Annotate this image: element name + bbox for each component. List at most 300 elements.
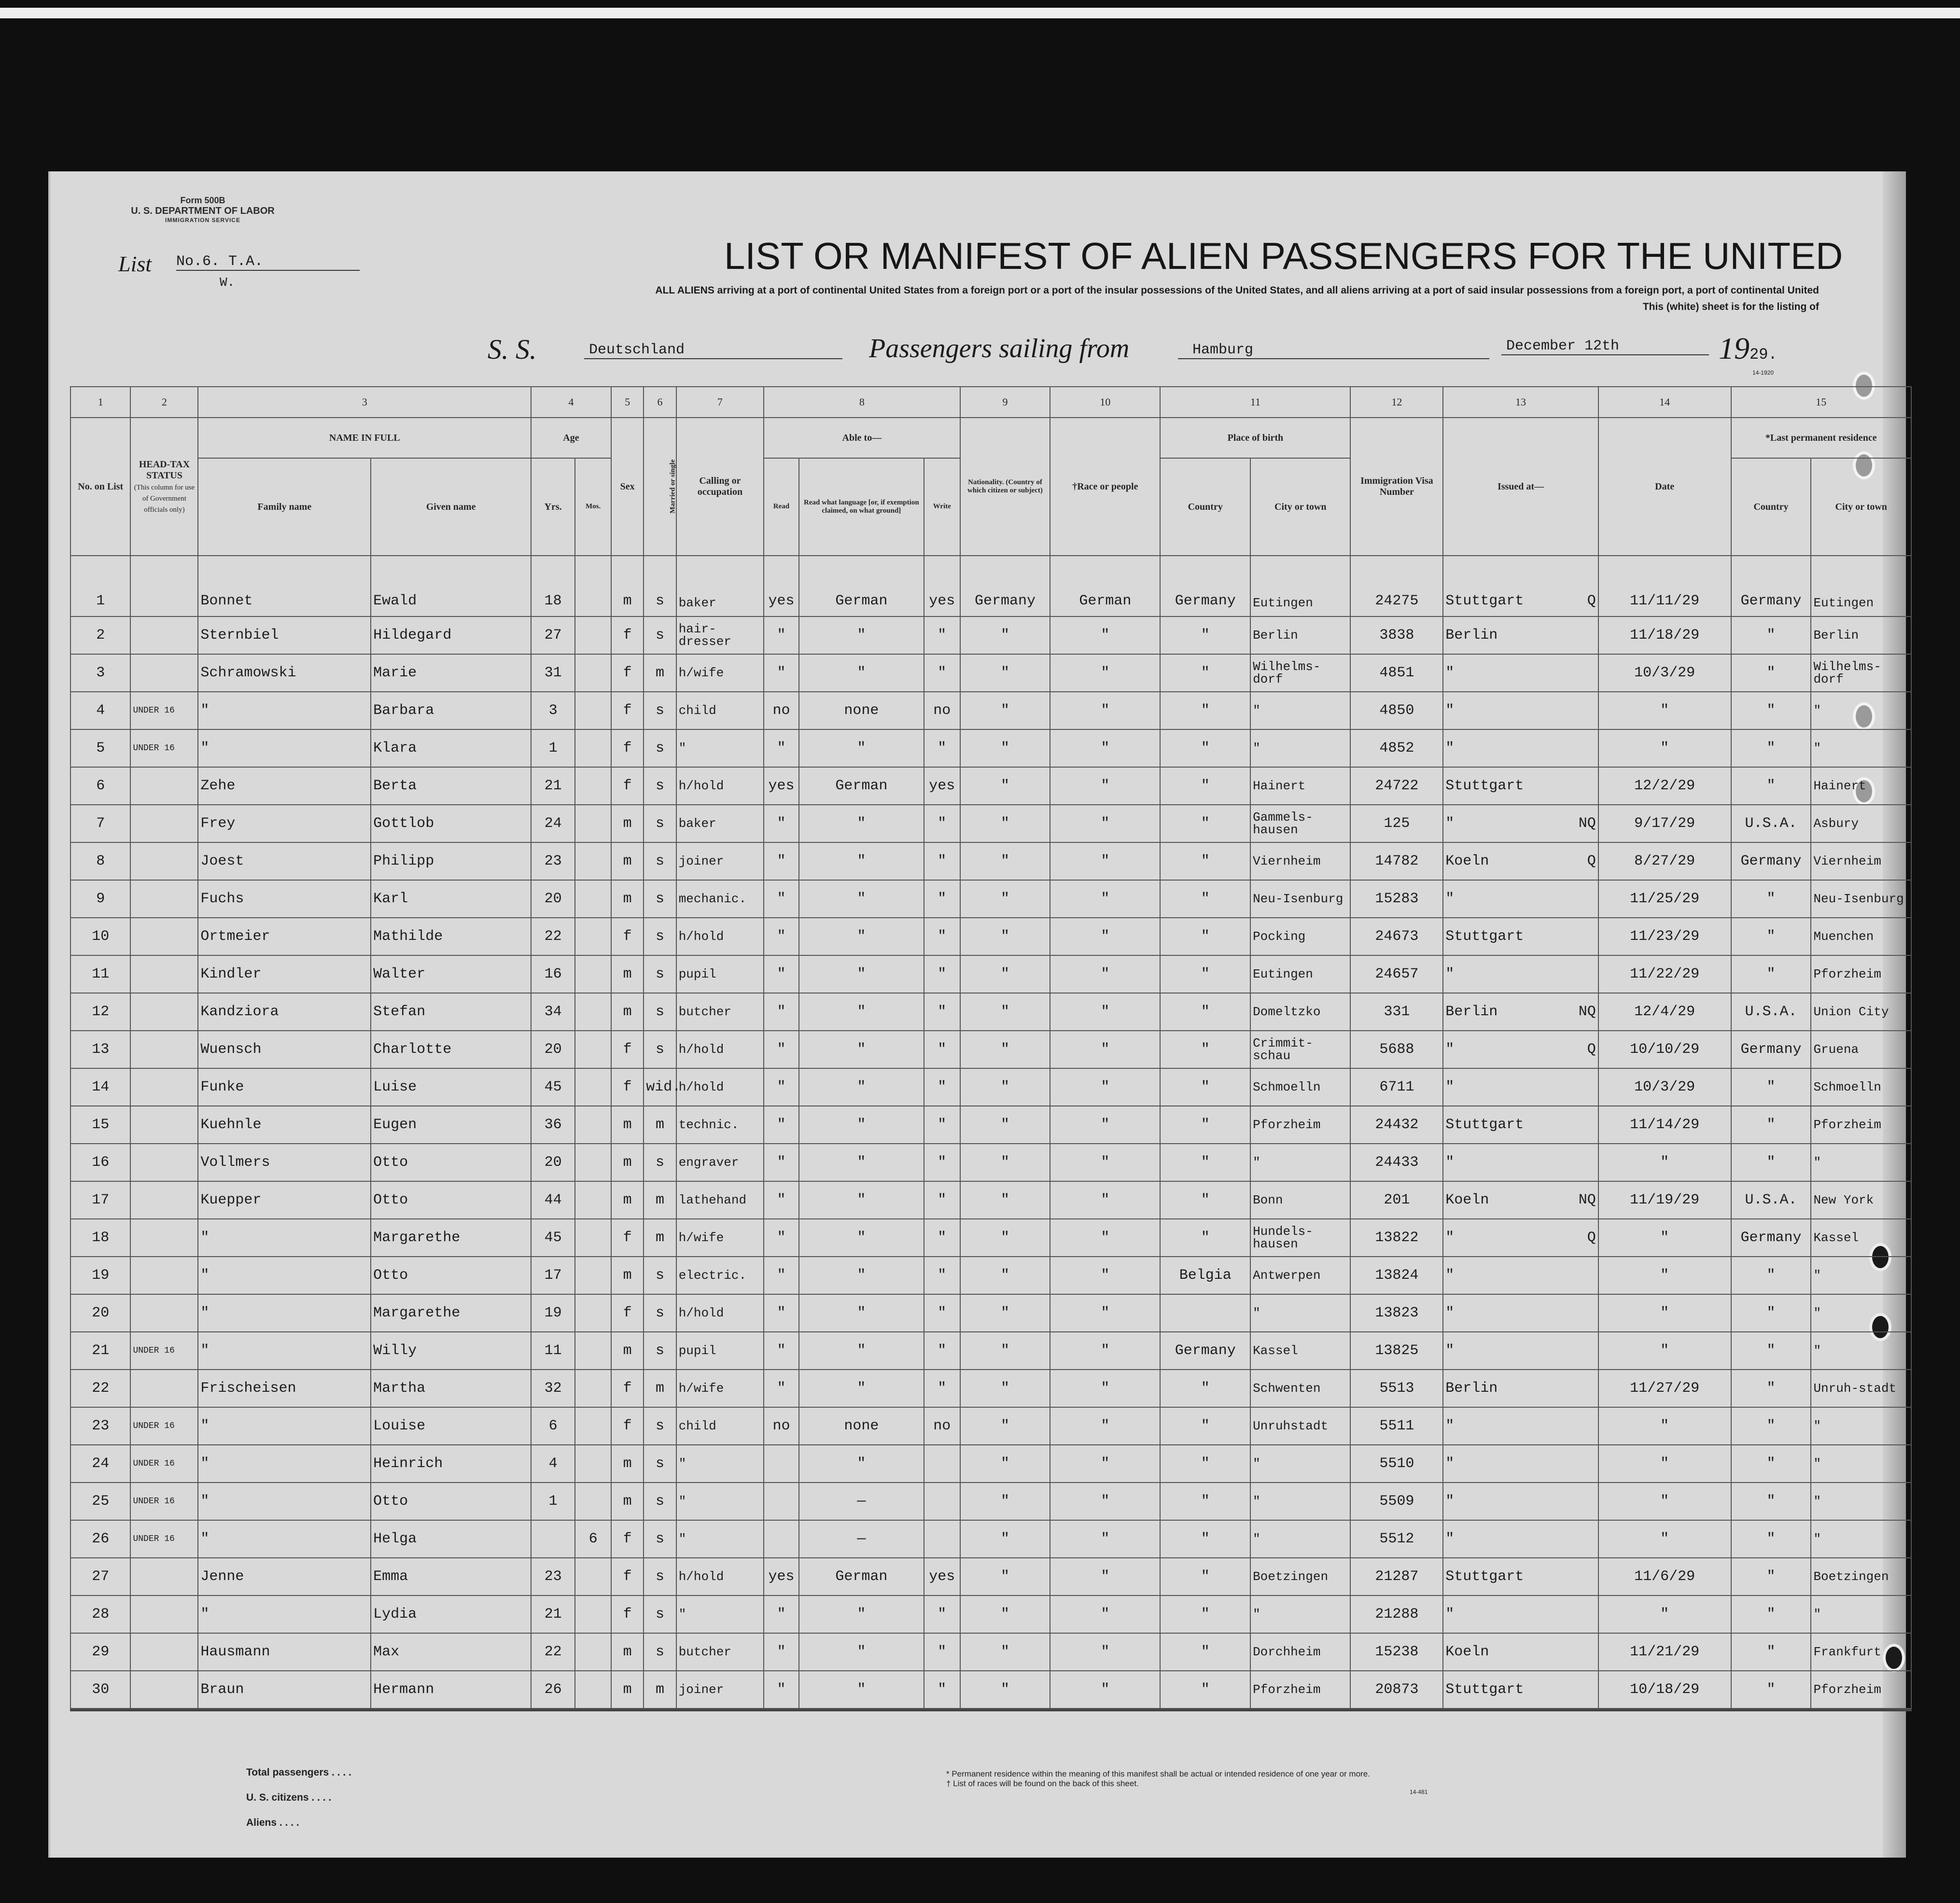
occupation: joiner	[676, 842, 764, 880]
birth-country: "	[1160, 1595, 1250, 1633]
read-language: German	[799, 767, 924, 805]
family-name: Ortmeier	[198, 918, 371, 955]
age-years: 26	[531, 1671, 575, 1708]
ss-label: S. S.	[488, 334, 537, 365]
marital-status: s	[644, 1558, 676, 1595]
residence-city: "	[1811, 1520, 1911, 1558]
occupation: pupil	[676, 1332, 764, 1370]
given-name: Barbara	[371, 692, 531, 729]
table-row	[70, 918, 1911, 955]
issued-at	[1443, 1181, 1598, 1219]
race: "	[1050, 1407, 1160, 1445]
age-months	[575, 654, 611, 692]
family-name: Fuchs	[198, 880, 371, 918]
birth-city: Bonn	[1250, 1181, 1350, 1219]
visa-number: 13824	[1350, 1257, 1443, 1294]
issued-at	[1443, 1595, 1598, 1633]
residence-country: "	[1731, 616, 1811, 654]
occupation: hair-dresser	[676, 616, 764, 654]
visa-number: 24722	[1350, 767, 1443, 805]
birth-city: "	[1250, 692, 1350, 729]
issued-city: Stuttgart	[1445, 928, 1524, 945]
birth-country: "	[1160, 1181, 1250, 1219]
visa-number: 5513	[1350, 1370, 1443, 1407]
visa-date: "	[1598, 729, 1731, 767]
marital-status: wid.	[644, 1068, 676, 1106]
issued-city: "	[1445, 966, 1455, 982]
can-read: "	[764, 1294, 799, 1332]
race: "	[1050, 918, 1160, 955]
issued-city: Koeln	[1445, 853, 1489, 869]
birth-country: "	[1160, 1671, 1250, 1708]
birth-city: Boetzingen	[1250, 1558, 1350, 1595]
family-name: Kuehnle	[198, 1106, 371, 1144]
row-number: 19	[70, 1257, 130, 1294]
age-years: 21	[531, 767, 575, 805]
issued-city: "	[1445, 1531, 1455, 1547]
head-tax-status	[130, 556, 198, 616]
occupation: h/hold	[676, 767, 764, 805]
head-tax-status	[130, 654, 198, 692]
given-name: Marie	[371, 654, 531, 692]
can-write: "	[924, 1595, 960, 1633]
read-language: "	[799, 616, 924, 654]
given-name: Otto	[371, 1144, 531, 1181]
visa-number: 20873	[1350, 1671, 1443, 1708]
birth-country: "	[1160, 1520, 1250, 1558]
age-months	[575, 842, 611, 880]
footnotes	[946, 1769, 1428, 1795]
visa-number: 24275	[1350, 556, 1443, 616]
table-row	[70, 1068, 1911, 1106]
header-row-1	[70, 418, 1911, 458]
given-name: Louise	[371, 1407, 531, 1445]
marital-status: s	[644, 805, 676, 842]
issued-at	[1443, 1068, 1598, 1106]
age-years: 20	[531, 1144, 575, 1181]
residence-country: "	[1731, 1671, 1811, 1708]
issued-at	[1443, 1332, 1598, 1370]
residence-city: "	[1811, 1445, 1911, 1483]
age-years: 16	[531, 955, 575, 993]
birth-country: "	[1160, 1106, 1250, 1144]
can-read: no	[764, 1407, 799, 1445]
can-write: "	[924, 993, 960, 1031]
race: "	[1050, 729, 1160, 767]
visa-date: 11/21/29	[1598, 1633, 1731, 1671]
head-tax-status: UNDER 16	[130, 1407, 198, 1445]
colnum: 15	[1731, 387, 1911, 418]
row-number: 18	[70, 1219, 130, 1257]
marital-status: s	[644, 1031, 676, 1068]
family-name: "	[198, 1520, 371, 1558]
birth-city: Eutingen	[1250, 955, 1350, 993]
age-years: 17	[531, 1257, 575, 1294]
family-name: "	[198, 1595, 371, 1633]
occupation: h/hold	[676, 1068, 764, 1106]
birth-city: "	[1250, 1445, 1350, 1483]
can-read: yes	[764, 1558, 799, 1595]
nationality: "	[960, 918, 1050, 955]
visa-date: 10/3/29	[1598, 1068, 1731, 1106]
row-number: 9	[70, 880, 130, 918]
residence-country: Germany	[1731, 556, 1811, 616]
head-tax-status	[130, 805, 198, 842]
family-name: Zehe	[198, 767, 371, 805]
row-number: 3	[70, 654, 130, 692]
birth-city: Schwenten	[1250, 1370, 1350, 1407]
race: "	[1050, 654, 1160, 692]
occupation: baker	[676, 805, 764, 842]
race: "	[1050, 1294, 1160, 1332]
row-number: 15	[70, 1106, 130, 1144]
header-yrs: Yrs.	[531, 458, 575, 556]
nationality: "	[960, 1031, 1050, 1068]
married-label: Married or single	[669, 459, 677, 514]
colnum: 5	[611, 387, 644, 418]
table-row	[70, 616, 1911, 654]
sex: f	[611, 1068, 644, 1106]
birth-country: "	[1160, 1445, 1250, 1483]
row-number: 4	[70, 692, 130, 729]
age-months	[575, 805, 611, 842]
sailing-label: Passengers sailing from	[869, 334, 1130, 364]
age-years: 20	[531, 1031, 575, 1068]
given-name: Margarethe	[371, 1219, 531, 1257]
birth-country: "	[1160, 955, 1250, 993]
visa-number: 4852	[1350, 729, 1443, 767]
marital-status: s	[644, 1332, 676, 1370]
sex: m	[611, 880, 644, 918]
nationality: "	[960, 1558, 1050, 1595]
header-read: Read	[764, 458, 799, 556]
visa-date: 11/23/29	[1598, 918, 1731, 955]
birth-city: Pforzheim	[1250, 1106, 1350, 1144]
issued-city: Stuttgart	[1445, 1681, 1524, 1698]
row-number: 11	[70, 955, 130, 993]
residence-city: Unruh-stadt	[1811, 1370, 1911, 1407]
manifest-table	[70, 386, 1912, 1709]
marital-status: s	[644, 842, 676, 880]
sex: f	[611, 1407, 644, 1445]
row-number: 17	[70, 1181, 130, 1219]
issued-city: Stuttgart	[1445, 778, 1524, 794]
marital-status: s	[644, 993, 676, 1031]
age-months	[575, 729, 611, 767]
age-years: 32	[531, 1370, 575, 1407]
family-name: "	[198, 729, 371, 767]
head-tax-status: UNDER 16	[130, 1445, 198, 1483]
residence-city: Neu-Isenburg	[1811, 880, 1911, 918]
sex: f	[611, 692, 644, 729]
head-tax-status	[130, 1144, 198, 1181]
head-tax-status	[130, 880, 198, 918]
read-language: —	[799, 1483, 924, 1520]
header-mos: Mos.	[575, 458, 611, 556]
birth-country: "	[1160, 918, 1250, 955]
read-language: "	[799, 1370, 924, 1407]
residence-city: Muenchen	[1811, 918, 1911, 955]
can-write: "	[924, 842, 960, 880]
age-months	[575, 918, 611, 955]
list-sheet-letter: W.	[220, 275, 235, 290]
family-name: Braun	[198, 1671, 371, 1708]
issued-city: "	[1445, 815, 1455, 832]
residence-city: Asbury	[1811, 805, 1911, 842]
race: "	[1050, 616, 1160, 654]
residence-country: "	[1731, 1558, 1811, 1595]
birth-city: Pforzheim	[1250, 1671, 1350, 1708]
age-months	[575, 955, 611, 993]
residence-city: "	[1811, 1595, 1911, 1633]
read-language: "	[799, 993, 924, 1031]
can-write: "	[924, 805, 960, 842]
table-row	[70, 654, 1911, 692]
table-row	[70, 1445, 1911, 1483]
age-months	[575, 993, 611, 1031]
occupation: "	[676, 1445, 764, 1483]
visa-number: 24673	[1350, 918, 1443, 955]
visa-date: 11/6/29	[1598, 1558, 1731, 1595]
visa-date: 11/22/29	[1598, 955, 1731, 993]
residence-country: U.S.A.	[1731, 1181, 1811, 1219]
issued-at	[1443, 805, 1598, 842]
race: "	[1050, 805, 1160, 842]
residence-country: "	[1731, 1633, 1811, 1671]
race: German	[1050, 556, 1160, 616]
issued-city: "	[1445, 1230, 1455, 1246]
can-read: "	[764, 993, 799, 1031]
marital-status: s	[644, 1633, 676, 1671]
family-name: "	[198, 692, 371, 729]
table-row	[70, 556, 1911, 616]
marital-status: m	[644, 1106, 676, 1144]
nationality: "	[960, 616, 1050, 654]
sex: m	[611, 955, 644, 993]
birth-city: Hainert	[1250, 767, 1350, 805]
row-number: 13	[70, 1031, 130, 1068]
can-read: "	[764, 1144, 799, 1181]
table-row	[70, 729, 1911, 767]
age-months	[575, 1068, 611, 1106]
birth-country: "	[1160, 880, 1250, 918]
given-name: Martha	[371, 1370, 531, 1407]
given-name: Hildegard	[371, 616, 531, 654]
residence-country: "	[1731, 1144, 1811, 1181]
row-number: 26	[70, 1520, 130, 1558]
issued-city: Berlin	[1445, 1004, 1498, 1020]
issued-city: "	[1445, 1079, 1455, 1095]
nationality: "	[960, 654, 1050, 692]
read-language: none	[799, 1407, 924, 1445]
nationality: "	[960, 805, 1050, 842]
colnum: 2	[130, 387, 198, 418]
visa-date: "	[1598, 1219, 1731, 1257]
colnum: 12	[1350, 387, 1443, 418]
residence-country: Germany	[1731, 842, 1811, 880]
visa-date: "	[1598, 692, 1731, 729]
colnum: 6	[644, 387, 676, 418]
marital-status: s	[644, 918, 676, 955]
marital-status: s	[644, 616, 676, 654]
issued-city: "	[1445, 891, 1455, 907]
birth-country	[1160, 1294, 1250, 1332]
occupation: butcher	[676, 1633, 764, 1671]
issued-city: "	[1445, 1343, 1455, 1359]
occupation: h/wife	[676, 1219, 764, 1257]
age-years: 45	[531, 1068, 575, 1106]
birth-city: Schmoelln	[1250, 1068, 1350, 1106]
issued-at	[1443, 1257, 1598, 1294]
header-able-to: Able to—	[764, 418, 960, 458]
visa-number: 14782	[1350, 842, 1443, 880]
age-years: 45	[531, 1219, 575, 1257]
occupation: lathehand	[676, 1181, 764, 1219]
row-number: 14	[70, 1068, 130, 1106]
nationality: "	[960, 1181, 1050, 1219]
race: "	[1050, 1671, 1160, 1708]
visa-date: "	[1598, 1144, 1731, 1181]
residence-city: "	[1811, 1332, 1911, 1370]
occupation: h/wife	[676, 1370, 764, 1407]
sex: m	[611, 1181, 644, 1219]
occupation: joiner	[676, 1671, 764, 1708]
nationality: "	[960, 880, 1050, 918]
residence-country: "	[1731, 654, 1811, 692]
head-tax-status	[130, 842, 198, 880]
issued-at	[1443, 880, 1598, 918]
quota-mark: NQ	[1578, 815, 1596, 832]
issued-city: Berlin	[1445, 1380, 1498, 1397]
header-married	[644, 418, 676, 556]
occupation: h/hold	[676, 918, 764, 955]
table-row	[70, 1257, 1911, 1294]
family-name: "	[198, 1257, 371, 1294]
birth-city: Crimmit-schau	[1250, 1031, 1350, 1068]
issued-at	[1443, 1294, 1598, 1332]
sex: m	[611, 842, 644, 880]
colnum: 1	[70, 387, 130, 418]
visa-number: 24657	[1350, 955, 1443, 993]
issued-city: "	[1445, 1455, 1455, 1472]
visa-number: 6711	[1350, 1068, 1443, 1106]
residence-city: New York	[1811, 1181, 1911, 1219]
age-months	[575, 1407, 611, 1445]
read-language: "	[799, 805, 924, 842]
row-number: 6	[70, 767, 130, 805]
given-name: Luise	[371, 1068, 531, 1106]
age-years	[531, 1520, 575, 1558]
read-language: "	[799, 1181, 924, 1219]
residence-country: "	[1731, 1483, 1811, 1520]
visa-number: 4851	[1350, 654, 1443, 692]
visa-number: 21288	[1350, 1595, 1443, 1633]
visa-date: "	[1598, 1332, 1731, 1370]
issued-city: "	[1445, 1154, 1455, 1171]
visa-date: 8/27/29	[1598, 842, 1731, 880]
read-language: "	[799, 955, 924, 993]
marital-status: s	[644, 955, 676, 993]
race: "	[1050, 1181, 1160, 1219]
marital-status: s	[644, 1257, 676, 1294]
residence-city: Berlin	[1811, 616, 1911, 654]
sex: f	[611, 1520, 644, 1558]
issued-at	[1443, 1483, 1598, 1520]
head-tax-status	[130, 1595, 198, 1633]
can-write: no	[924, 692, 960, 729]
residence-city: Hainert	[1811, 767, 1911, 805]
age-months	[575, 1031, 611, 1068]
header-race: †Race or people	[1050, 418, 1160, 556]
nationality: "	[960, 1294, 1050, 1332]
race: "	[1050, 1483, 1160, 1520]
birth-country: "	[1160, 1633, 1250, 1671]
table-bottom-rule	[70, 1709, 1912, 1711]
birth-city: "	[1250, 1144, 1350, 1181]
can-read: yes	[764, 767, 799, 805]
head-tax-status	[130, 993, 198, 1031]
sex: m	[611, 805, 644, 842]
birth-city: Hundels-hausen	[1250, 1219, 1350, 1257]
subtitle-line-1: ALL ALIENS arriving at a port of continental United States from a foreign port or a port of the insular possessions of the United States, and all aliens arriving at a port of said insular possessions from a foreign port, a port of continental United	[655, 285, 1819, 296]
family-name: "	[198, 1407, 371, 1445]
visa-date: 10/18/29	[1598, 1671, 1731, 1708]
visa-number: 331	[1350, 993, 1443, 1031]
given-name: Emma	[371, 1558, 531, 1595]
read-language: "	[799, 842, 924, 880]
table-row	[70, 993, 1911, 1031]
nationality: Germany	[960, 556, 1050, 616]
birth-country: "	[1160, 1370, 1250, 1407]
nationality: "	[960, 1671, 1050, 1708]
issued-city: "	[1445, 702, 1455, 719]
birth-city: "	[1250, 1483, 1350, 1520]
birth-city: Dorchheim	[1250, 1633, 1350, 1671]
issued-city: "	[1445, 665, 1455, 681]
residence-city: "	[1811, 1257, 1911, 1294]
residence-city: Pforzheim	[1811, 1106, 1911, 1144]
given-name: Lydia	[371, 1595, 531, 1633]
header-no-on-list: No. on List	[70, 418, 130, 556]
quota-mark: NQ	[1578, 1004, 1596, 1020]
residence-country: "	[1731, 1370, 1811, 1407]
sex: f	[611, 654, 644, 692]
age-months	[575, 1558, 611, 1595]
birth-country: "	[1160, 842, 1250, 880]
header-head-tax	[130, 418, 198, 556]
marital-status: m	[644, 1370, 676, 1407]
given-name: Heinrich	[371, 1445, 531, 1483]
visa-date: 11/19/29	[1598, 1181, 1731, 1219]
read-language: "	[799, 1144, 924, 1181]
given-name: Otto	[371, 1483, 531, 1520]
issued-at	[1443, 1445, 1598, 1483]
sex: m	[611, 1671, 644, 1708]
visa-date: "	[1598, 1595, 1731, 1633]
colnum: 11	[1160, 387, 1350, 418]
issued-at	[1443, 1520, 1598, 1558]
us-citizens-label: U. S. citizens . . . .	[246, 1792, 332, 1803]
visa-date: 10/10/29	[1598, 1031, 1731, 1068]
sex: m	[611, 1445, 644, 1483]
family-name: Jenne	[198, 1558, 371, 1595]
header-age: Age	[531, 418, 611, 458]
visa-date: 11/18/29	[1598, 616, 1731, 654]
visa-date: 11/25/29	[1598, 880, 1731, 918]
marital-status: s	[644, 1595, 676, 1633]
given-name: Mathilde	[371, 918, 531, 955]
header-given-name: Given name	[371, 458, 531, 556]
